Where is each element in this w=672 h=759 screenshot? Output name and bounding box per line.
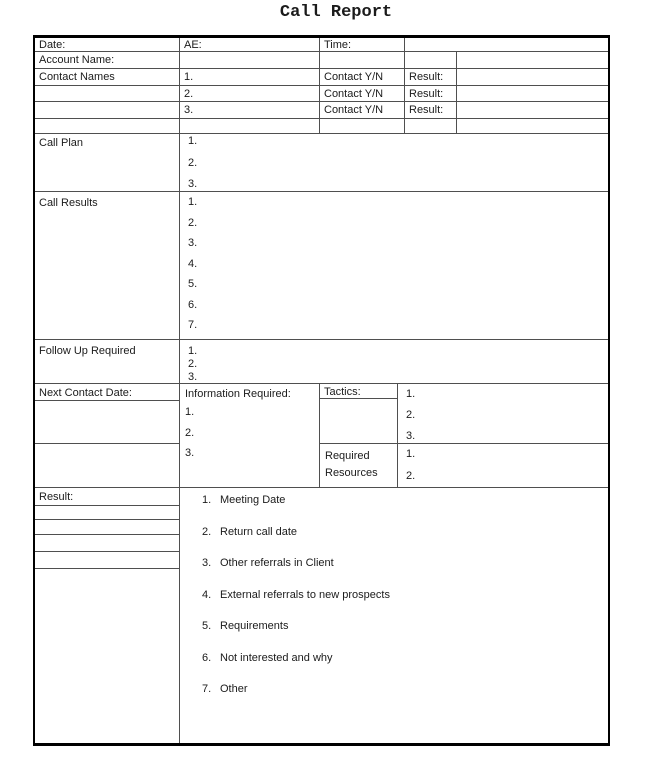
call-results-item-6: 6. bbox=[188, 298, 198, 311]
resources-items-cell bbox=[398, 444, 608, 492]
follow-up-item-2: 2. bbox=[188, 358, 198, 370]
tactics-item-3: 3. bbox=[406, 430, 416, 442]
call-plan-section bbox=[35, 134, 608, 192]
contact-2-yn-label: Contact Y/N bbox=[320, 86, 405, 102]
call-results-item-7: 7. bbox=[188, 319, 198, 331]
call-plan-item-2: 2. bbox=[188, 156, 198, 169]
contact-2-result-value bbox=[457, 86, 608, 102]
call-plan-content bbox=[180, 134, 608, 191]
next-contact-section bbox=[35, 384, 608, 488]
tactics-resources-label-column bbox=[320, 384, 398, 487]
contact-2-number: 2. bbox=[180, 86, 320, 102]
result-legend-item bbox=[202, 494, 608, 507]
next-contact-date-label: Next Contact Date: bbox=[35, 384, 179, 401]
result-legend-item bbox=[202, 620, 608, 633]
result-legend-text: Requirements bbox=[220, 620, 289, 632]
contact-1-result-label: Result: bbox=[405, 69, 457, 85]
blank-cell-b bbox=[180, 119, 320, 133]
contact-names-blank-cell-1 bbox=[35, 86, 180, 102]
result-legend-text: Other bbox=[220, 683, 248, 695]
next-contact-date-value-cell-2 bbox=[35, 444, 179, 487]
next-contact-date-column bbox=[35, 384, 180, 487]
blank-cell-a bbox=[35, 119, 180, 133]
result-legend-number: 6. bbox=[202, 651, 212, 664]
call-results-item-4: 4. bbox=[188, 257, 198, 270]
contact-1-yn-label: Contact Y/N bbox=[320, 69, 405, 85]
next-contact-date-value-cell-1 bbox=[35, 401, 179, 444]
call-results-label: Call Results bbox=[35, 192, 180, 339]
result-value-row-3 bbox=[35, 535, 179, 552]
contact-1-number: 1. bbox=[180, 69, 320, 85]
result-legend-item bbox=[202, 589, 608, 602]
account-name-value-cell-2 bbox=[320, 52, 405, 68]
information-required-item-3: 3. bbox=[185, 447, 195, 459]
result-column bbox=[35, 488, 180, 743]
tactics-item-1: 1. bbox=[406, 388, 416, 400]
follow-up-label: Follow Up Required bbox=[35, 340, 180, 383]
header-blank-cell bbox=[405, 38, 608, 51]
result-value-row-2 bbox=[35, 520, 179, 535]
contact-3-result-label: Result: bbox=[405, 102, 457, 118]
result-label: Result: bbox=[35, 488, 179, 506]
contact-2-result-label: Result: bbox=[405, 86, 457, 102]
information-required-column bbox=[180, 384, 320, 487]
call-results-section bbox=[35, 192, 608, 340]
result-legend-number: 1. bbox=[202, 494, 212, 506]
contact-row-2 bbox=[35, 86, 608, 103]
account-name-value-cell-4 bbox=[457, 52, 608, 68]
result-legend-text: Return call date bbox=[220, 525, 298, 538]
contact-names-blank-cell-2 bbox=[35, 102, 180, 118]
call-results-item-2: 2. bbox=[188, 216, 198, 229]
page-title: Call Report bbox=[279, 3, 393, 22]
contact-names-label-cell: Contact Names bbox=[35, 69, 180, 85]
contact-3-yn-label: Contact Y/N bbox=[320, 102, 405, 118]
call-plan-label: Call Plan bbox=[35, 134, 180, 191]
required-resources-label: Required Resources bbox=[325, 450, 378, 479]
information-required-item-2: 2. bbox=[185, 426, 195, 439]
contact-1-result-value bbox=[457, 69, 608, 85]
resources-item-1: 1. bbox=[406, 448, 416, 460]
result-legend-list bbox=[180, 488, 608, 743]
follow-up-section bbox=[35, 340, 608, 384]
header-row bbox=[35, 38, 608, 52]
follow-up-item-1: 1. bbox=[188, 345, 198, 357]
contact-row-3 bbox=[35, 102, 608, 119]
contact-row-1 bbox=[35, 69, 608, 86]
result-legend-text: Other referrals in Client bbox=[220, 557, 334, 569]
result-legend-item bbox=[202, 683, 608, 696]
information-required-item-1: 1. bbox=[185, 406, 195, 418]
result-legend-text: Not interested and why bbox=[220, 651, 333, 664]
ae-label-cell: AE: bbox=[180, 38, 320, 51]
result-value-open-area bbox=[35, 569, 179, 743]
contact-3-number: 3. bbox=[180, 102, 320, 118]
account-name-value-cell-3 bbox=[405, 52, 457, 68]
result-legend-number: 4. bbox=[202, 588, 212, 601]
contact-3-result-value bbox=[457, 102, 608, 118]
result-legend-item bbox=[202, 557, 608, 570]
blank-row bbox=[35, 119, 608, 133]
information-required-label: Information Required: bbox=[185, 388, 291, 400]
call-results-item-5: 5. bbox=[188, 278, 198, 290]
blank-cell-e bbox=[457, 119, 608, 133]
tactics-label: Tactics: bbox=[320, 384, 397, 399]
result-legend-number: 2. bbox=[202, 525, 212, 538]
call-results-item-1: 1. bbox=[188, 196, 198, 208]
call-report-form bbox=[33, 35, 610, 746]
resources-item-2: 2. bbox=[406, 470, 416, 482]
result-legend-text: Meeting Date bbox=[220, 494, 286, 506]
call-plan-item-3: 3. bbox=[188, 178, 198, 190]
result-section bbox=[35, 488, 608, 743]
result-legend-item bbox=[202, 526, 608, 539]
date-label-cell: Date: bbox=[35, 38, 180, 51]
call-plan-item-1: 1. bbox=[188, 135, 198, 147]
result-value-row-4 bbox=[35, 552, 179, 569]
result-legend-item bbox=[202, 652, 608, 665]
result-legend-number: 5. bbox=[202, 620, 212, 632]
result-legend-number: 3. bbox=[202, 557, 212, 569]
call-results-item-3: 3. bbox=[188, 237, 198, 249]
result-legend-number: 7. bbox=[202, 683, 212, 695]
call-results-content bbox=[180, 192, 608, 339]
tactics-item-2: 2. bbox=[406, 409, 416, 421]
blank-cell-d bbox=[405, 119, 457, 133]
result-value-row-1 bbox=[35, 506, 179, 520]
account-name-value-cell-1 bbox=[180, 52, 320, 68]
time-label-cell: Time: bbox=[320, 38, 405, 51]
top-section bbox=[35, 38, 608, 134]
follow-up-content bbox=[180, 340, 608, 383]
account-name-label-cell: Account Name: bbox=[35, 52, 180, 68]
follow-up-item-3: 3. bbox=[188, 371, 198, 383]
tactics-items-cell bbox=[398, 384, 608, 444]
result-legend-text: External referrals to new prospects bbox=[220, 588, 390, 601]
tactics-resources-value-column bbox=[398, 384, 608, 487]
tactics-label-spacer bbox=[320, 399, 397, 444]
blank-cell-c bbox=[320, 119, 405, 133]
account-name-row bbox=[35, 52, 608, 69]
